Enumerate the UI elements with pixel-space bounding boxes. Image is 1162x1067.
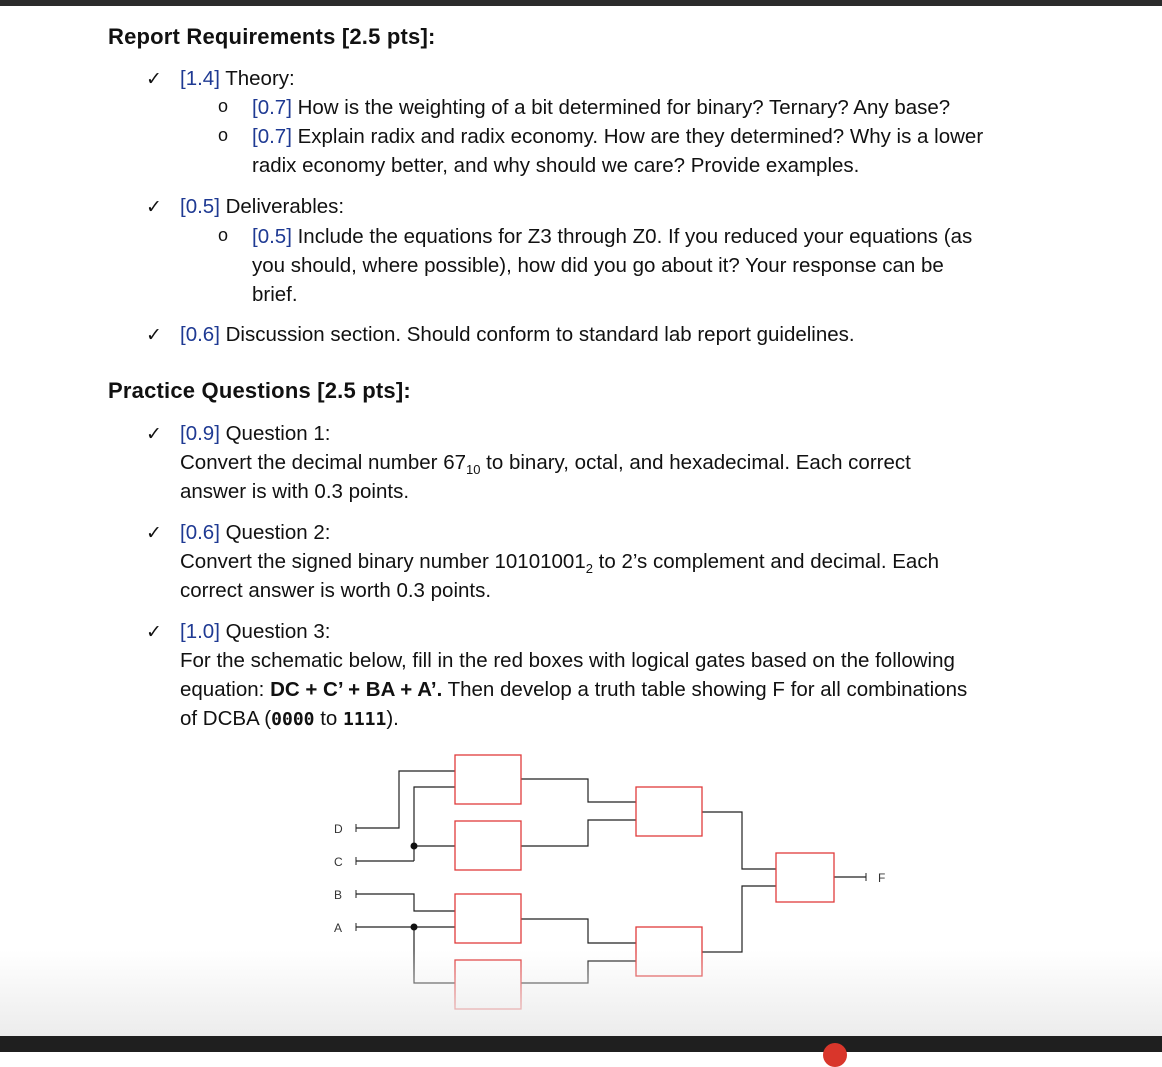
theory-bullet-1-points: [0.7]	[252, 96, 292, 119]
check-icon: ✓	[146, 622, 162, 643]
question-3-label: Question 3:	[225, 620, 331, 643]
theory-bullet-2-points: [0.7]	[252, 125, 292, 148]
bottom-window-bar	[0, 1036, 1162, 1052]
gate-box-3[interactable]	[455, 894, 521, 943]
check-icon: ✓	[146, 325, 162, 346]
deliverables-label: Deliverables:	[225, 195, 345, 218]
discussion-points: [0.6]	[180, 323, 220, 346]
question-3-points: [1.0]	[180, 620, 220, 643]
deliverables-bullet-cont-1: you should, where possible), how did you go about it? Your response can be	[252, 254, 944, 277]
question-2-points: [0.6]	[180, 521, 220, 544]
junction-c	[411, 843, 418, 850]
question-1-line-2: answer is with 0.3 points.	[180, 480, 410, 503]
wire-c-up	[414, 787, 455, 846]
theory-label: Theory:	[225, 67, 295, 90]
input-label-a: A	[334, 921, 343, 935]
discussion-text: Discussion section. Should conform to standard lab report guidelines.	[225, 323, 855, 346]
junction-a	[411, 924, 418, 931]
gate-box-1[interactable]	[455, 755, 521, 804]
gate-box-2[interactable]	[455, 821, 521, 870]
wire-b	[356, 894, 455, 911]
deliverables-bullet-cont-2: brief.	[252, 283, 298, 306]
gate-box-7[interactable]	[776, 853, 834, 902]
wire-d	[356, 771, 455, 828]
deliverables-points: [0.5]	[180, 195, 220, 218]
report-requirements-heading: Report Requirements [2.5 pts]:	[108, 24, 436, 49]
bullet-icon: o	[218, 125, 229, 145]
wire-g2-g5	[521, 820, 636, 846]
question-2-line-2: correct answer is worth 0.3 points.	[180, 579, 492, 602]
input-label-c: C	[334, 855, 343, 869]
bullet-icon: o	[218, 96, 229, 116]
wire-g5-g7	[702, 812, 776, 869]
question-1-line-1: Convert the decimal number $67_{10}$ to binary, octal, and hexadecimal. Each correct	[180, 451, 911, 478]
record-icon	[823, 1043, 847, 1067]
question-1-points: [0.9]	[180, 422, 220, 445]
wire-g6-g7	[702, 886, 776, 952]
deliverables-bullet-text: Include the equations for Z3 through Z0. If you reduced your equations (as	[297, 225, 973, 248]
question-3-line-3: of DCBA (0000 to 1111).	[180, 707, 399, 730]
theory-points: [1.4]	[180, 67, 220, 90]
equation: DC + C’ + BA + A’.	[270, 678, 443, 701]
theory-bullet-2-cont: radix economy better, and why should we care? Provide examples.	[252, 154, 860, 177]
question-1-label: Question 1:	[225, 422, 331, 445]
check-icon: ✓	[146, 523, 162, 544]
question-2-label: Question 2:	[225, 521, 331, 544]
check-icon: ✓	[146, 69, 162, 90]
output-label-f: F	[878, 871, 886, 885]
check-icon: ✓	[146, 424, 162, 445]
input-label-b: B	[334, 888, 343, 902]
input-label-d: D	[334, 822, 343, 836]
deliverables-bullet-points: [0.5]	[252, 225, 292, 248]
question-3-line-2: equation: DC + C’ + BA + A’. Then develop a truth table showing F for all combinations	[180, 678, 968, 701]
practice-questions-heading: Practice Questions [2.5 pts]:	[108, 378, 411, 403]
bottom-fade	[0, 950, 1162, 1036]
theory-bullet-2-text: Explain radix and radix economy. How are they determined? Why is a lower	[297, 125, 984, 148]
question-3-line-1: For the schematic below, fill in the red boxes with logical gates based on the following	[180, 649, 955, 672]
gate-box-5[interactable]	[636, 787, 702, 836]
bullet-icon: o	[218, 225, 229, 245]
wire-g1-g5	[521, 779, 636, 802]
theory-bullet-1-text: How is the weighting of a bit determined for binary? Ternary? Any base?	[297, 96, 951, 119]
wire-g3-g6	[521, 919, 636, 943]
question-2-line-1: Convert the signed binary number $10101001_2$ to 2’s complement and decimal. Each	[180, 550, 939, 577]
check-icon: ✓	[146, 197, 162, 218]
